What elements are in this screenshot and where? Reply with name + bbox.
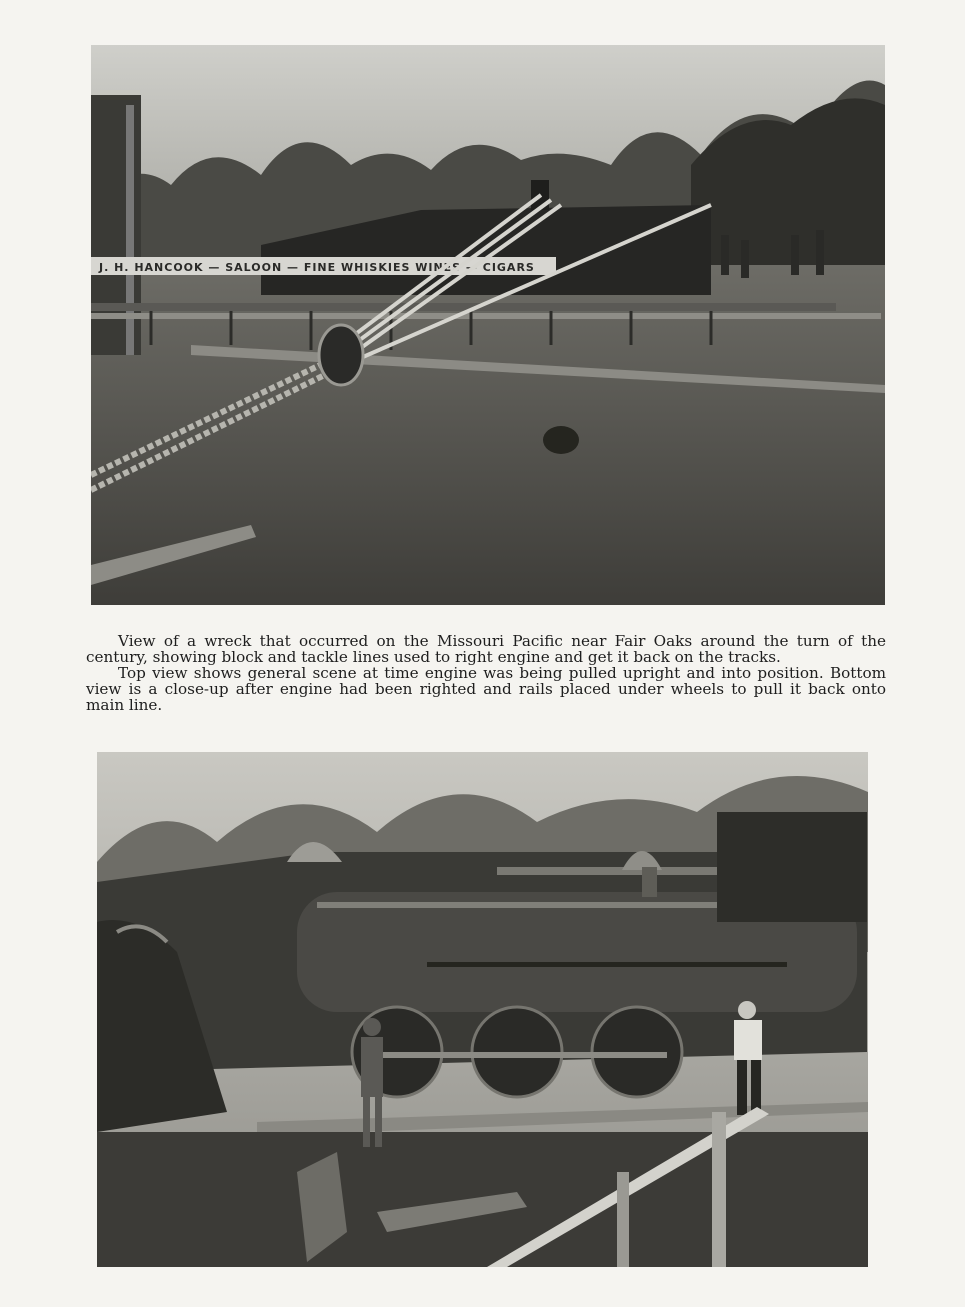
saloon-sign-text: J. H. HANCOOK — SALOON — FINE WHISKIES WINES — CIGARS bbox=[99, 261, 535, 274]
caption-paragraph-1: View of a wreck that occurred on the Missouri Pacific near Fair Oaks around the turn of the century, showing block and tackle lines used to right engine and get it back on the tracks. bbox=[86, 632, 886, 666]
photo-caption bbox=[86, 633, 886, 713]
bottom-photo-engine-closeup bbox=[97, 752, 868, 1267]
caption-paragraph-2: Top view shows general scene at time engine was being pulled upright and into position. Bottom view is a close-up after engine had been righted and rails placed under wheels to pull it back onto main line. bbox=[86, 664, 886, 714]
bottom-photo-illustration bbox=[97, 752, 868, 1267]
top-photo-illustration bbox=[91, 45, 885, 605]
top-photo-train-wreck-righting bbox=[91, 45, 885, 605]
